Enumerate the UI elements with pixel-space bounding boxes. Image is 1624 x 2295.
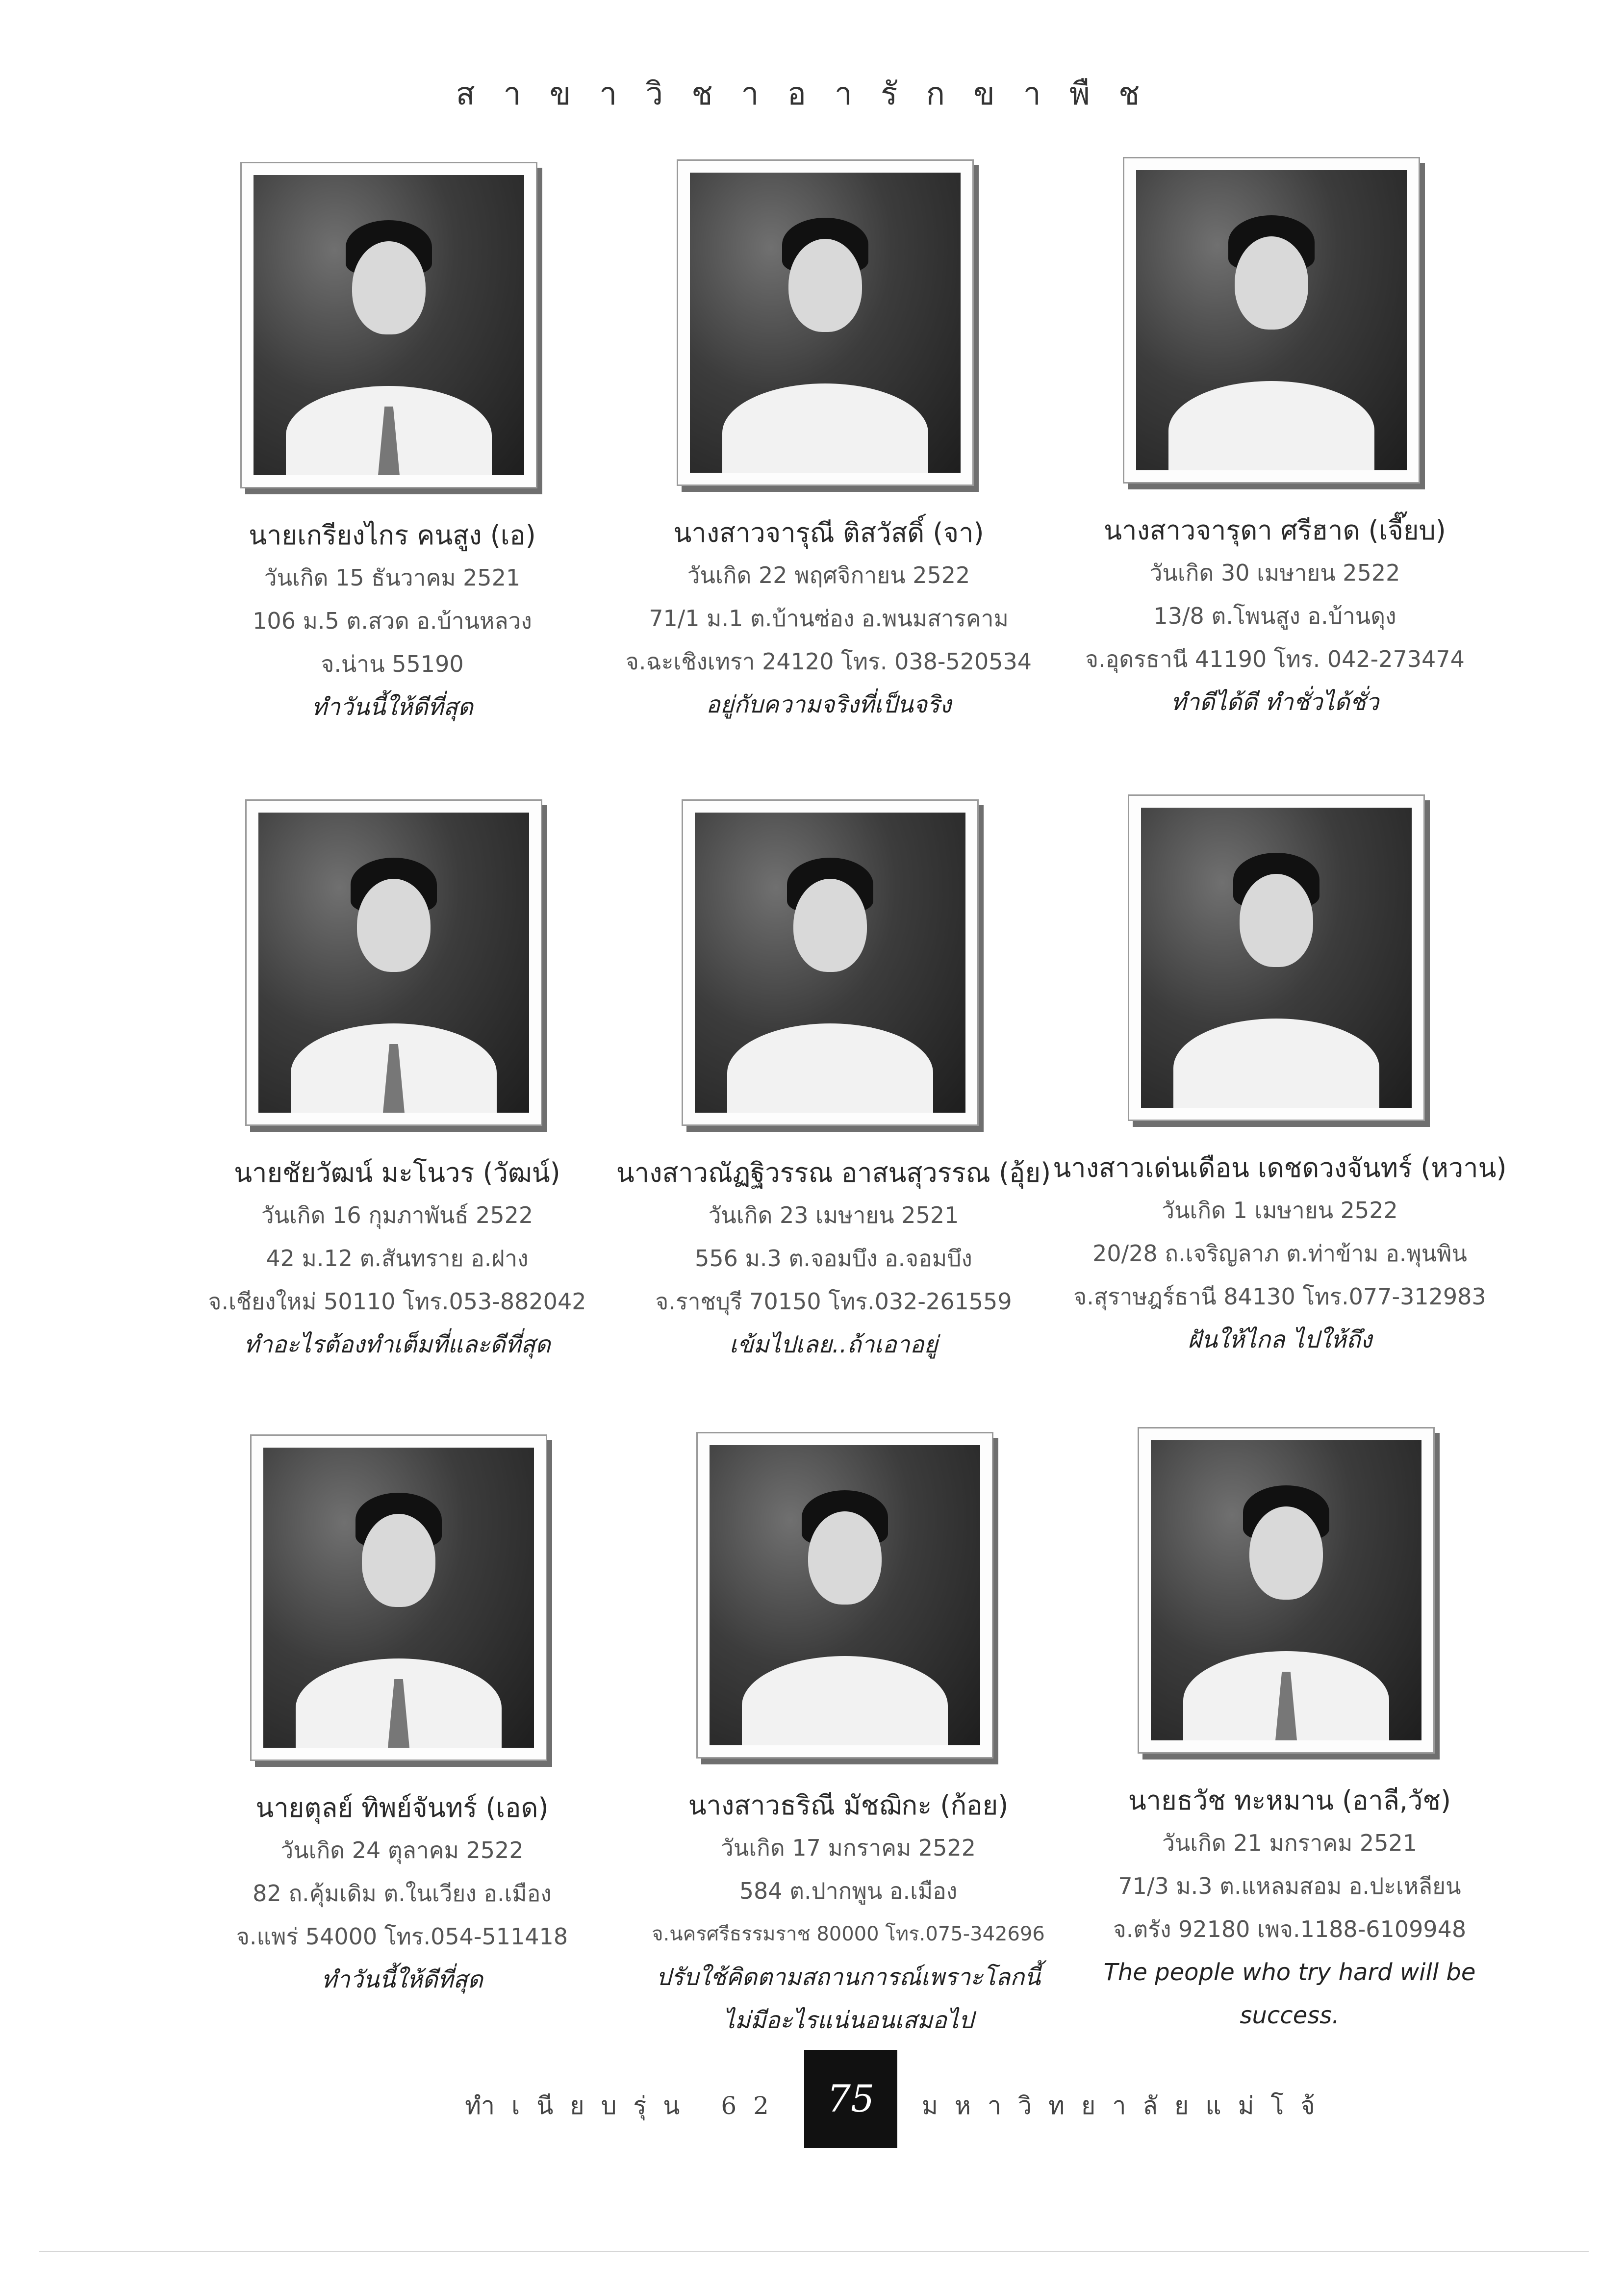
student-name: นางสาวเด่นเดือน เดชดวงจันทร์ (หวาน) bbox=[1053, 1152, 1507, 1183]
student-address-province: จ.แพร่ 54000 โทร.054-511418 bbox=[236, 1923, 568, 1950]
student-motto: ปรับใช้คิดตามสถานการณ์เพราะโลกนี้ bbox=[656, 1964, 1040, 1991]
student-address-province: จ.ฉะเชิงเทรา 24120 โทร. 038-520534 bbox=[625, 648, 1032, 675]
student-birthday: วันเกิด 21 มกราคม 2521 bbox=[1162, 1830, 1417, 1856]
student-birthday: วันเกิด 17 มกราคม 2522 bbox=[721, 1835, 976, 1861]
student-motto-continued: success. bbox=[1240, 2002, 1340, 2029]
student-motto: อยู่กับความจริงที่เป็นจริง bbox=[706, 691, 952, 718]
student-card bbox=[588, 799, 1079, 1388]
student-card bbox=[1035, 794, 1525, 1383]
section-title: สาขาวิชาอารักขาพืช bbox=[456, 76, 1168, 112]
student-name: นางสาวณัฏฐิวรรณ อาสนสุวรรณ (อุ้ย) bbox=[616, 1157, 1051, 1188]
student-name: นายชัยวัฒน์ มะโนวร (วัฒน์) bbox=[234, 1157, 560, 1188]
footer-yearbook-label: ทำเนียบรุ่น 62 bbox=[465, 2091, 786, 2120]
student-card bbox=[584, 159, 1074, 748]
student-birthday: วันเกิด 15 ธันวาคม 2521 bbox=[264, 564, 521, 591]
student-address: 71/1 ม.1 ต.บ้านซ่อง อ.พนมสารคาม bbox=[649, 605, 1009, 632]
student-card bbox=[603, 1432, 1093, 2034]
page-footer bbox=[0, 2050, 1624, 2148]
student-motto: เข้มไปเลย..ถ้าเอาอยู่ bbox=[729, 1331, 938, 1358]
footer-university-label: มหาวิทยาลัยแม่โจ้ bbox=[922, 2091, 1332, 2120]
student-birthday: วันเกิด 1 เมษายน 2522 bbox=[1162, 1197, 1398, 1224]
student-name: นางสาวธริณี มัชฌิกะ (ก้อย) bbox=[688, 1790, 1009, 1821]
student-address-province: จ.ราชบุรี 70150 โทร.032-261559 bbox=[655, 1288, 1012, 1315]
student-birthday: วันเกิด 16 กุมภาพันธ์ 2522 bbox=[261, 1202, 533, 1228]
student-birthday: วันเกิด 30 เมษายน 2522 bbox=[1149, 560, 1400, 586]
student-card bbox=[1044, 1427, 1535, 2029]
student-birthday: วันเกิด 24 ตุลาคม 2522 bbox=[280, 1837, 524, 1863]
student-card bbox=[152, 799, 642, 1388]
student-motto: The people who try hard will be bbox=[1103, 1959, 1476, 1986]
student-photo bbox=[245, 799, 542, 1126]
student-name: นางสาวจารุณี ติสวัสดิ์ (จา) bbox=[673, 517, 984, 548]
bottom-divider bbox=[39, 2251, 1589, 2252]
student-photo bbox=[696, 1432, 993, 1759]
student-address: 82 ถ.คุ้มเดิม ต.ในเวียง อ.เมือง bbox=[253, 1880, 552, 1907]
student-address: 556 ม.3 ต.จอมบึง อ.จอมบึง bbox=[695, 1245, 972, 1272]
student-motto: ทำวันนี้ให้ดีที่สุด bbox=[321, 1966, 483, 1993]
student-photo bbox=[240, 162, 537, 488]
student-address: 106 ม.5 ต.สวด อ.บ้านหลวง bbox=[253, 608, 532, 634]
student-photo bbox=[682, 799, 979, 1126]
student-address-province: จ.เชียงใหม่ 50110 โทร.053-882042 bbox=[208, 1288, 586, 1315]
student-motto: ทำดีได้ดี ทำชั่วได้ชั่ว bbox=[1170, 688, 1379, 716]
student-name: นายเกรียงไกร คนสูง (เอ) bbox=[249, 520, 536, 551]
student-address-province: จ.ตรัง 92180 เพจ.1188-6109948 bbox=[1113, 1916, 1467, 1942]
student-birthday: วันเกิด 22 พฤศจิกายน 2522 bbox=[687, 562, 970, 588]
student-address: 42 ม.12 ต.สันทราย อ.ฝาง bbox=[266, 1245, 529, 1272]
student-name: นางสาวจารุดา ศรีฮาด (เจี๊ยบ) bbox=[1104, 515, 1446, 546]
student-card bbox=[147, 162, 637, 750]
student-address-province: จ.นครศรีธรรมราช 80000 โทร.075-342696 bbox=[652, 1923, 1045, 1945]
student-card bbox=[1030, 157, 1520, 745]
student-address: 20/28 ถ.เจริญลาภ ต.ท่าข้าม อ.พุนพิน bbox=[1092, 1240, 1467, 1267]
student-photo bbox=[677, 159, 974, 486]
student-address: 13/8 ต.โพนสูง อ.บ้านดุง bbox=[1153, 603, 1396, 629]
student-photo bbox=[1128, 794, 1425, 1121]
student-birthday: วันเกิด 23 เมษายน 2521 bbox=[708, 1202, 959, 1228]
student-address-province: จ.อุดรธานี 41190 โทร. 042-273474 bbox=[1085, 646, 1465, 672]
student-motto: ฝันให้ไกล ไปให้ถึง bbox=[1187, 1326, 1372, 1353]
student-motto: ทำอะไรต้องทำเต็มที่และดีที่สุด bbox=[244, 1331, 551, 1358]
student-photo bbox=[1138, 1427, 1435, 1754]
student-photo bbox=[1123, 157, 1420, 484]
student-card bbox=[157, 1434, 647, 2023]
student-address: 584 ต.ปากพูน อ.เมือง bbox=[739, 1878, 958, 1904]
student-name: นายตุลย์ ทิพย์จันทร์ (เอด) bbox=[255, 1792, 549, 1823]
student-address-province: จ.สุราษฎร์ธานี 84130 โทร.077-312983 bbox=[1073, 1283, 1486, 1310]
student-address: 71/3 ม.3 ต.แหลมสอม อ.ปะเหลียน bbox=[1118, 1873, 1461, 1899]
student-address-province: จ.น่าน 55190 bbox=[321, 651, 464, 677]
student-name: นายธวัช ทะหมาน (อาลี,วัช) bbox=[1128, 1785, 1451, 1816]
student-motto-continued: ไม่มีอะไรแน่นอนเสมอไป bbox=[723, 2007, 974, 2034]
page-number: 75 bbox=[804, 2050, 897, 2148]
student-photo bbox=[250, 1434, 547, 1761]
student-motto: ทำวันนี้ให้ดีที่สุด bbox=[311, 693, 473, 721]
